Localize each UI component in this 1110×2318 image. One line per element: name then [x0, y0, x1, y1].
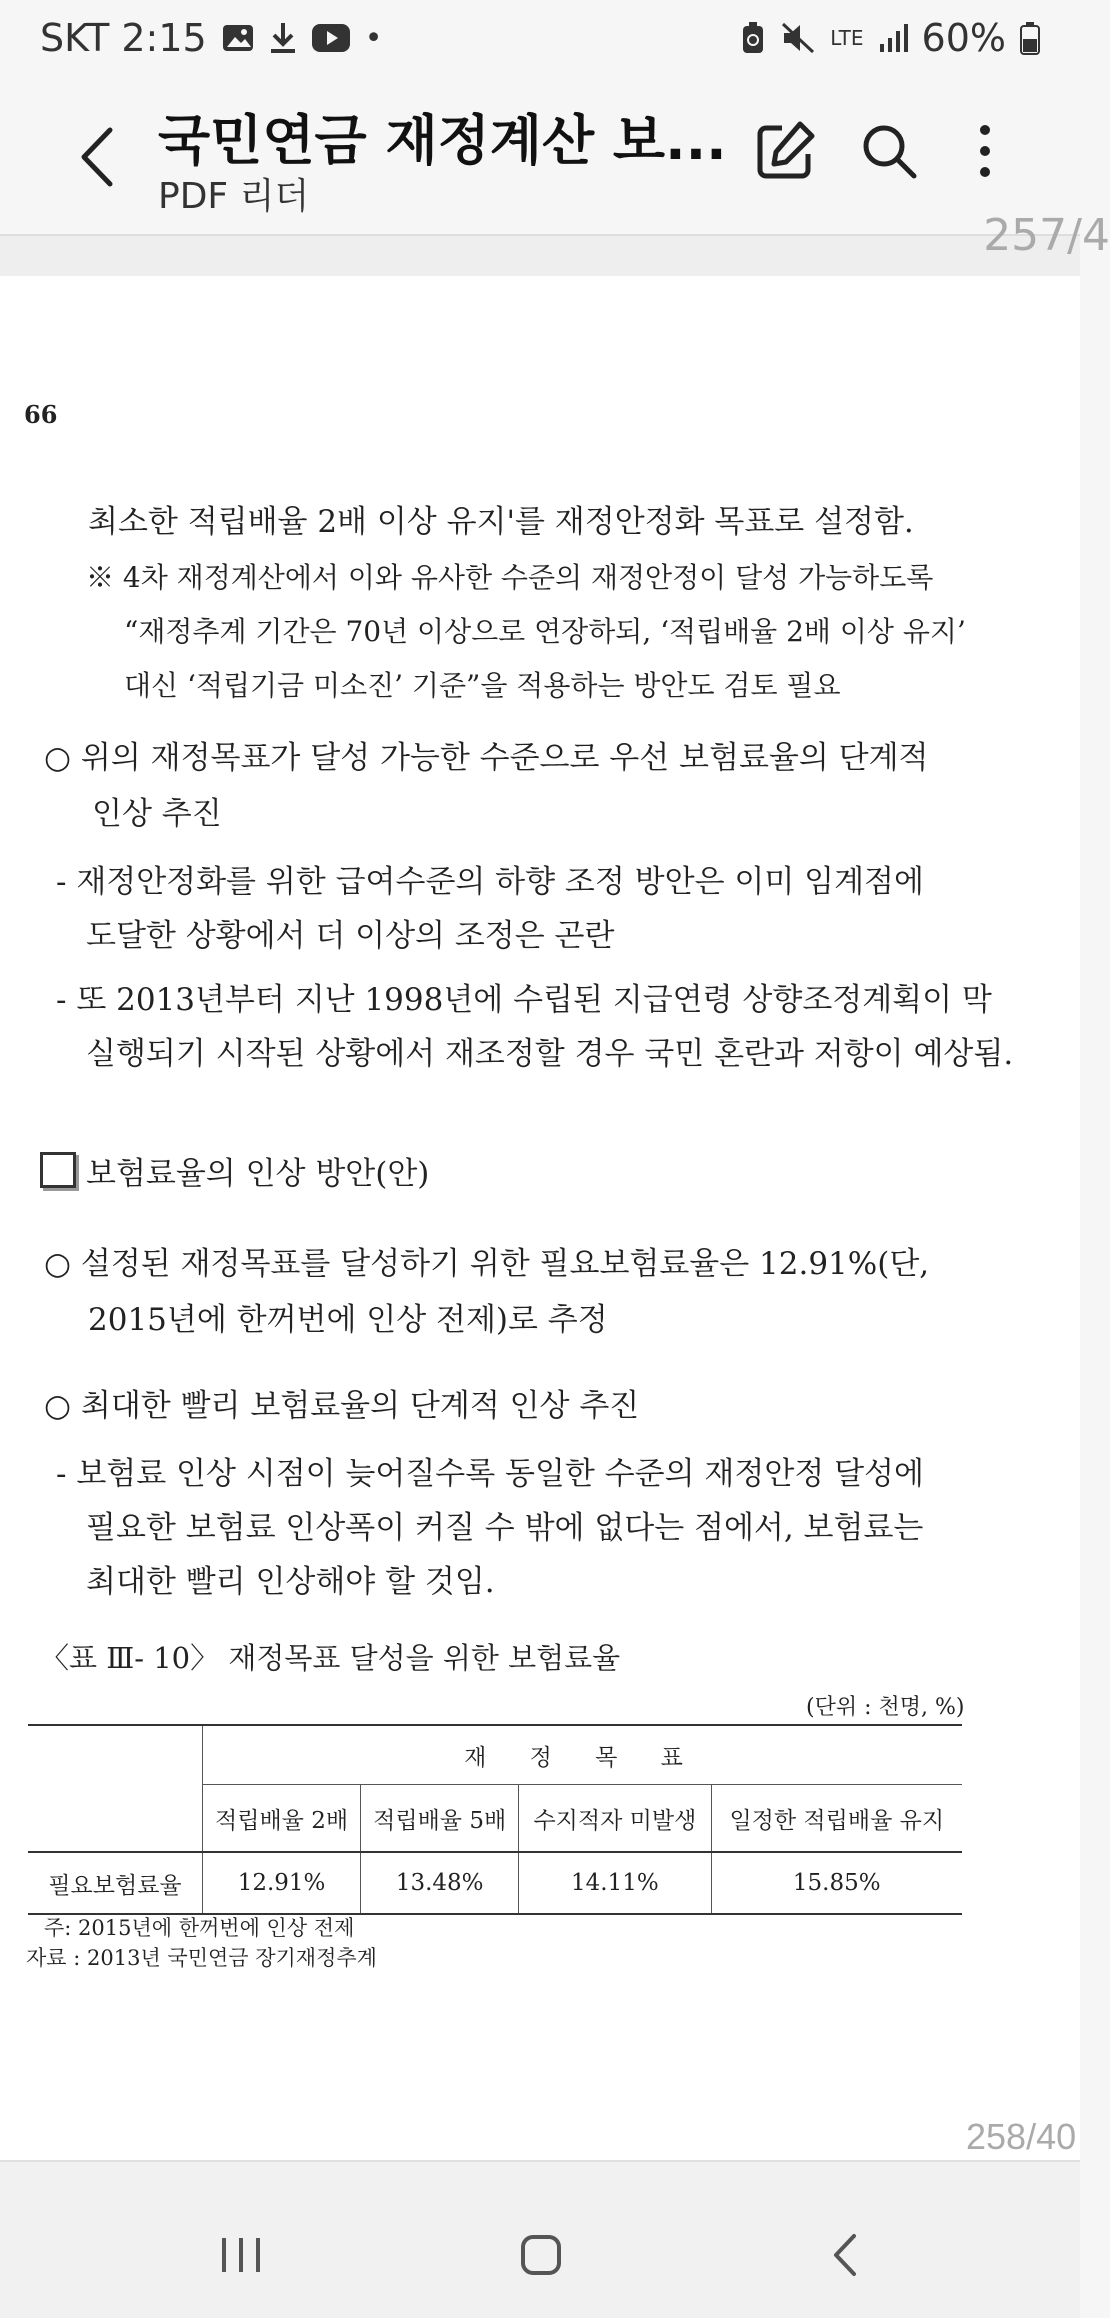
page-number: 66: [24, 400, 58, 429]
table-corner-cell: [28, 1725, 203, 1852]
page-counter: 258/40: [966, 2116, 1077, 2157]
text-line: “재정추계 기간은 70년 이상으로 연장하되, ‘적립배율 2배 이상 유지’: [124, 615, 966, 648]
gallery-icon: [221, 23, 255, 53]
table-cell: 13.48%: [361, 1852, 519, 1914]
text-line: 최소한 적립배율 2배 이상 유지'를 재정안정화 목표로 설정함.: [88, 504, 914, 540]
text-line: 2015년에 한꺼번에 인상 전제)로 추정: [88, 1302, 608, 1338]
text-line: 실행되기 시작된 상황에서 재조정할 경우 국민 혼란과 저항이 예상됨.: [86, 1036, 1014, 1072]
recent-apps-icon[interactable]: [216, 2230, 266, 2280]
table-column-header: 적립배율 5배: [361, 1785, 519, 1853]
table-title: 〈표 Ⅲ- 10〉 재정목표 달성을 위한 보험료율: [40, 1641, 621, 1675]
table-column-header: 수지적자 미발생: [519, 1785, 711, 1853]
text-line: - 재정안정화를 위한 급여수준의 하향 조정 방안은 이미 임계점에: [56, 864, 924, 900]
text-line: ○ 설정된 재정목표를 달성하기 위한 필요보험료율은 12.91%(단,: [44, 1246, 930, 1282]
table-row-label: 필요보험료율: [28, 1852, 203, 1914]
battery-saver-icon: [740, 21, 766, 55]
carrier-time: SKT 2:15: [40, 16, 207, 60]
table-source: 자료 : 2013년 국민연금 장기재정추계: [26, 1946, 377, 1970]
battery-percent: 60%: [921, 16, 1006, 60]
more-options-icon[interactable]: [952, 118, 1018, 184]
app-subtitle: PDF 리더: [158, 176, 310, 217]
signal-icon: [878, 22, 908, 54]
battery-icon: [1020, 21, 1040, 55]
search-icon[interactable]: [856, 118, 922, 184]
text-line: - 보험료 인상 시점이 늦어질수록 동일한 수준의 재정안정 달성에: [56, 1456, 924, 1492]
premium-rate-table: [28, 1724, 962, 1915]
text-line: ※ 4차 재정계산에서 이와 유사한 수준의 재정안정이 달성 가능하도록: [86, 561, 934, 594]
home-icon[interactable]: [516, 2230, 566, 2280]
pdf-page[interactable]: [0, 276, 1080, 2160]
edit-icon[interactable]: [752, 118, 818, 184]
page-separator: [0, 210, 1110, 278]
dot-icon: •: [364, 20, 383, 56]
text-line: ○ 최대한 빨리 보험료율의 단계적 인상 추진: [44, 1388, 640, 1424]
text-line: 대신 ‘적립기금 미소진’ 기준”을 적용하는 방안도 검토 필요: [124, 669, 841, 702]
table-cell: 15.85%: [711, 1852, 962, 1914]
text-line: - 또 2013년부터 지난 1998년에 수립된 지급연령 상향조정계획이 막: [56, 982, 992, 1018]
previous-page-counter: 257/4: [983, 210, 1110, 261]
section-heading: 보험료율의 인상 방안(안): [86, 1156, 430, 1192]
table-cell: 12.91%: [203, 1852, 361, 1914]
network-type: LTE: [830, 26, 864, 50]
nav-back-icon[interactable]: [822, 2230, 872, 2280]
youtube-icon: [311, 23, 351, 53]
mute-icon: [780, 21, 816, 55]
table-column-header: 일정한 적립배율 유지: [711, 1785, 962, 1853]
status-bar: [0, 0, 1080, 84]
text-line: 필요한 보험료 인상폭이 커질 수 밖에 없다는 점에서, 보험료는: [86, 1510, 924, 1546]
table-row: [28, 1852, 962, 1914]
text-line: 인상 추진: [92, 796, 222, 832]
text-line: 도달한 상황에서 더 이상의 조정은 곤란: [86, 918, 615, 954]
table-group-header: 재 정 목 표: [203, 1725, 963, 1785]
text-line: ○ 위의 재정목표가 달성 가능한 수준으로 우선 보험료율의 단계적: [44, 740, 929, 776]
download-icon: [269, 21, 297, 55]
document-title: 국민연금 재정계산 보...: [158, 109, 727, 172]
back-arrow-icon[interactable]: [68, 122, 128, 192]
app-bar: [0, 84, 1080, 234]
table-column-header: 적립배율 2배: [203, 1785, 361, 1853]
text-line: 최대한 빨리 인상해야 할 것임.: [86, 1564, 495, 1600]
checkbox-square-icon: [40, 1152, 76, 1188]
table-unit: (단위 : 천명, %): [806, 1695, 965, 1720]
table-cell: 14.11%: [519, 1852, 711, 1914]
table-footnote: 주: 2015년에 한꺼번에 인상 전제: [44, 1916, 355, 1940]
